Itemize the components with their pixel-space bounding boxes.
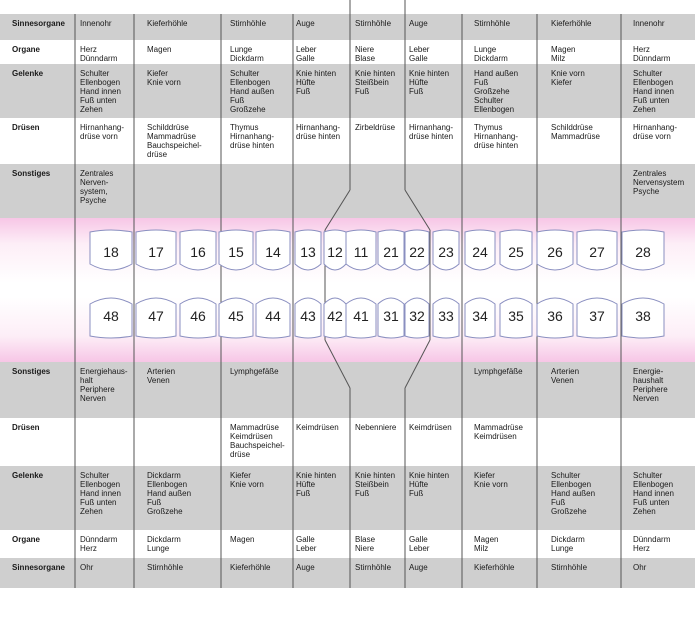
tooth-number: 13 (300, 244, 316, 260)
tooth-number: 16 (190, 244, 206, 260)
tooth-number: 33 (438, 308, 454, 324)
divider-line (405, 190, 430, 230)
lower-row-label: Gelenke (12, 471, 44, 480)
tooth-number: 23 (438, 244, 454, 260)
divider-line (325, 340, 350, 388)
tooth-number: 34 (472, 308, 488, 324)
upper-cell: Herz Dünndarm (80, 45, 118, 63)
upper-cell: Zirbeldrüse (355, 123, 396, 132)
lower-cell: Kieferhöhle (474, 563, 515, 572)
lower-cell: Dickdarm Lunge (551, 535, 585, 553)
tooth-number: 18 (103, 244, 119, 260)
lower-cell: Kiefer Knie vorn (230, 471, 264, 489)
lower-cell: Keimdrüsen (296, 423, 339, 432)
upper-cell: Hirnanhang- drüse vorn (633, 123, 678, 141)
lower-row-label: Sonstiges (12, 367, 51, 376)
upper-cell: Zentrales Nerven- system, Psyche (80, 169, 114, 205)
tooth-number: 12 (327, 244, 343, 260)
tooth-number: 17 (148, 244, 164, 260)
lower-cell: Ohr (80, 563, 94, 572)
lower-cell: Knie hinten Steißbein Fuß (355, 471, 396, 498)
lower-cell: Lymphgefäße (230, 367, 279, 376)
lower-cell: Mammadrüse Keimdrüsen (474, 423, 523, 441)
lower-cell: Kieferhöhle (230, 563, 271, 572)
upper-cell: Knie vorn Kiefer (551, 69, 585, 87)
tooth-number: 14 (265, 244, 281, 260)
divider-line (325, 190, 350, 230)
lower-cell: Magen (230, 535, 255, 544)
upper-cell: Schulter Ellenbogen Hand innen Fuß unten Zehen (80, 69, 121, 114)
upper-cell: Lunge Dickdarm (230, 45, 264, 63)
upper-cell: Schilddrüse Mammadrüse Bauchspeichel- drüse (147, 123, 202, 159)
lower-cell: Mammadrüse Keimdrüsen Bauchspeichel- drüse (230, 423, 285, 459)
upper-cell: Schilddrüse Mammadrüse (551, 123, 600, 141)
lower-cell: Ohr (633, 563, 647, 572)
tooth-number: 25 (508, 244, 524, 260)
upper-row-label: Sonstiges (12, 169, 51, 178)
upper-row-label: Sinnesorgane (12, 19, 65, 28)
lower-row-label: Drüsen (12, 423, 40, 432)
lower-cell: Nebenniere (355, 423, 397, 432)
lower-cell: Galle Leber (296, 535, 317, 553)
tooth-number: 41 (353, 308, 369, 324)
lower-cell: Lymphgefäße (474, 367, 523, 376)
upper-cell: Auge (296, 19, 315, 28)
upper-cell: Schulter Ellenbogen Hand außen Fuß Großzehe (230, 69, 275, 114)
lower-cell: Auge (409, 563, 428, 572)
upper-cell: Stirnhöhle (474, 19, 511, 28)
lower-cell: Stirnhöhle (551, 563, 588, 572)
lower-cell: Knie hinten Hüfte Fuß (409, 471, 450, 498)
tooth-number: 21 (383, 244, 399, 260)
upper-cell: Hand außen Fuß Großzehe Schulter Ellenbogen (474, 69, 519, 114)
tooth-number: 37 (589, 308, 605, 324)
tooth-number: 42 (327, 308, 343, 324)
upper-cell: Knie hinten Hüfte Fuß (296, 69, 337, 96)
tooth-number: 11 (353, 244, 369, 260)
lower-cell: Energiehaus- halt Periphere Nerven (80, 367, 128, 403)
tooth-number: 15 (228, 244, 244, 260)
upper-cell: Thymus Hirnanhang- drüse hinten (474, 123, 519, 150)
lower-cell: Arterien Venen (147, 367, 176, 385)
tooth-number: 31 (383, 308, 399, 324)
tooth-number: 47 (148, 308, 164, 324)
upper-row-label: Organe (12, 45, 41, 54)
tooth-number: 36 (547, 308, 563, 324)
lower-cell: Dünndarm Herz (80, 535, 118, 553)
upper-cell: Innenohr (80, 19, 112, 28)
lower-cell: Knie hinten Hüfte Fuß (296, 471, 337, 498)
tooth-number: 43 (300, 308, 316, 324)
lower-cell: Kiefer Knie vorn (474, 471, 508, 489)
tooth-number: 22 (409, 244, 425, 260)
lower-cell: Magen Milz (474, 535, 499, 553)
upper-cell: Hirnanhang- drüse hinten (296, 123, 341, 141)
lower-cell: Schulter Ellenbogen Hand innen Fuß unten Zehen (80, 471, 121, 516)
tooth-number: 32 (409, 308, 425, 324)
upper-cell: Innenohr (633, 19, 665, 28)
tooth-number: 45 (228, 308, 244, 324)
tooth-number: 27 (589, 244, 605, 260)
upper-cell: Magen (147, 45, 172, 54)
lower-cell: Schulter Ellenbogen Hand innen Fuß unten Zehen (633, 471, 674, 516)
upper-cell: Auge (409, 19, 428, 28)
upper-cell: Zentrales Nervensystem Psyche (633, 169, 685, 196)
upper-cell: Stirnhöhle (230, 19, 267, 28)
lower-cell: Stirnhöhle (147, 563, 184, 572)
lower-cell: Arterien Venen (551, 367, 580, 385)
upper-cell: Kieferhöhle (147, 19, 188, 28)
lower-cell: Keimdrüsen (409, 423, 452, 432)
upper-row-label: Gelenke (12, 69, 44, 78)
lower-cell: Galle Leber (409, 535, 430, 553)
upper-cell: Lunge Dickdarm (474, 45, 508, 63)
upper-cell: Leber Galle (296, 45, 317, 63)
lower-cell: Schulter Ellenbogen Hand außen Fuß Großzehe (551, 471, 596, 516)
upper-cell: Leber Galle (409, 45, 430, 63)
lower-cell: Energie- haushalt Periphere Nerven (633, 367, 668, 403)
upper-cell: Herz Dünndarm (633, 45, 671, 63)
lower-cell: Dickdarm Ellenbogen Hand außen Fuß Großzehe (147, 471, 192, 516)
lower-cell: Stirnhöhle (355, 563, 392, 572)
upper-cell: Magen Milz (551, 45, 576, 63)
lower-cell: Dickdarm Lunge (147, 535, 181, 553)
lower-cell: Auge (296, 563, 315, 572)
upper-cell: Knie hinten Steißbein Fuß (355, 69, 396, 96)
tooth-number: 35 (508, 308, 524, 324)
divider-line (405, 340, 430, 388)
tooth-number: 48 (103, 308, 119, 324)
upper-cell: Kieferhöhle (551, 19, 592, 28)
tooth-number: 24 (472, 244, 488, 260)
upper-row-label: Drüsen (12, 123, 40, 132)
upper-cell: Hirnanhang- drüse hinten (409, 123, 454, 141)
tooth-number: 38 (635, 308, 651, 324)
upper-cell: Thymus Hirnanhang- drüse hinten (230, 123, 275, 150)
upper-cell: Niere Blase (355, 45, 376, 63)
tooth-number: 28 (635, 244, 651, 260)
upper-cell: Schulter Ellenbogen Hand innen Fuß unten Zehen (633, 69, 674, 114)
tooth-number: 46 (190, 308, 206, 324)
lower-row-label: Organe (12, 535, 41, 544)
upper-cell: Knie hinten Hüfte Fuß (409, 69, 450, 96)
upper-cell: Kiefer Knie vorn (147, 69, 181, 87)
upper-cell: Stirnhöhle (355, 19, 392, 28)
lower-cell: Dünndarm Herz (633, 535, 671, 553)
tooth-number: 44 (265, 308, 281, 324)
upper-cell: Hirnanhang- drüse vorn (80, 123, 125, 141)
lower-row-label: Sinnesorgane (12, 563, 65, 572)
tooth-number: 26 (547, 244, 563, 260)
lower-cell: Blase Niere (355, 535, 376, 553)
